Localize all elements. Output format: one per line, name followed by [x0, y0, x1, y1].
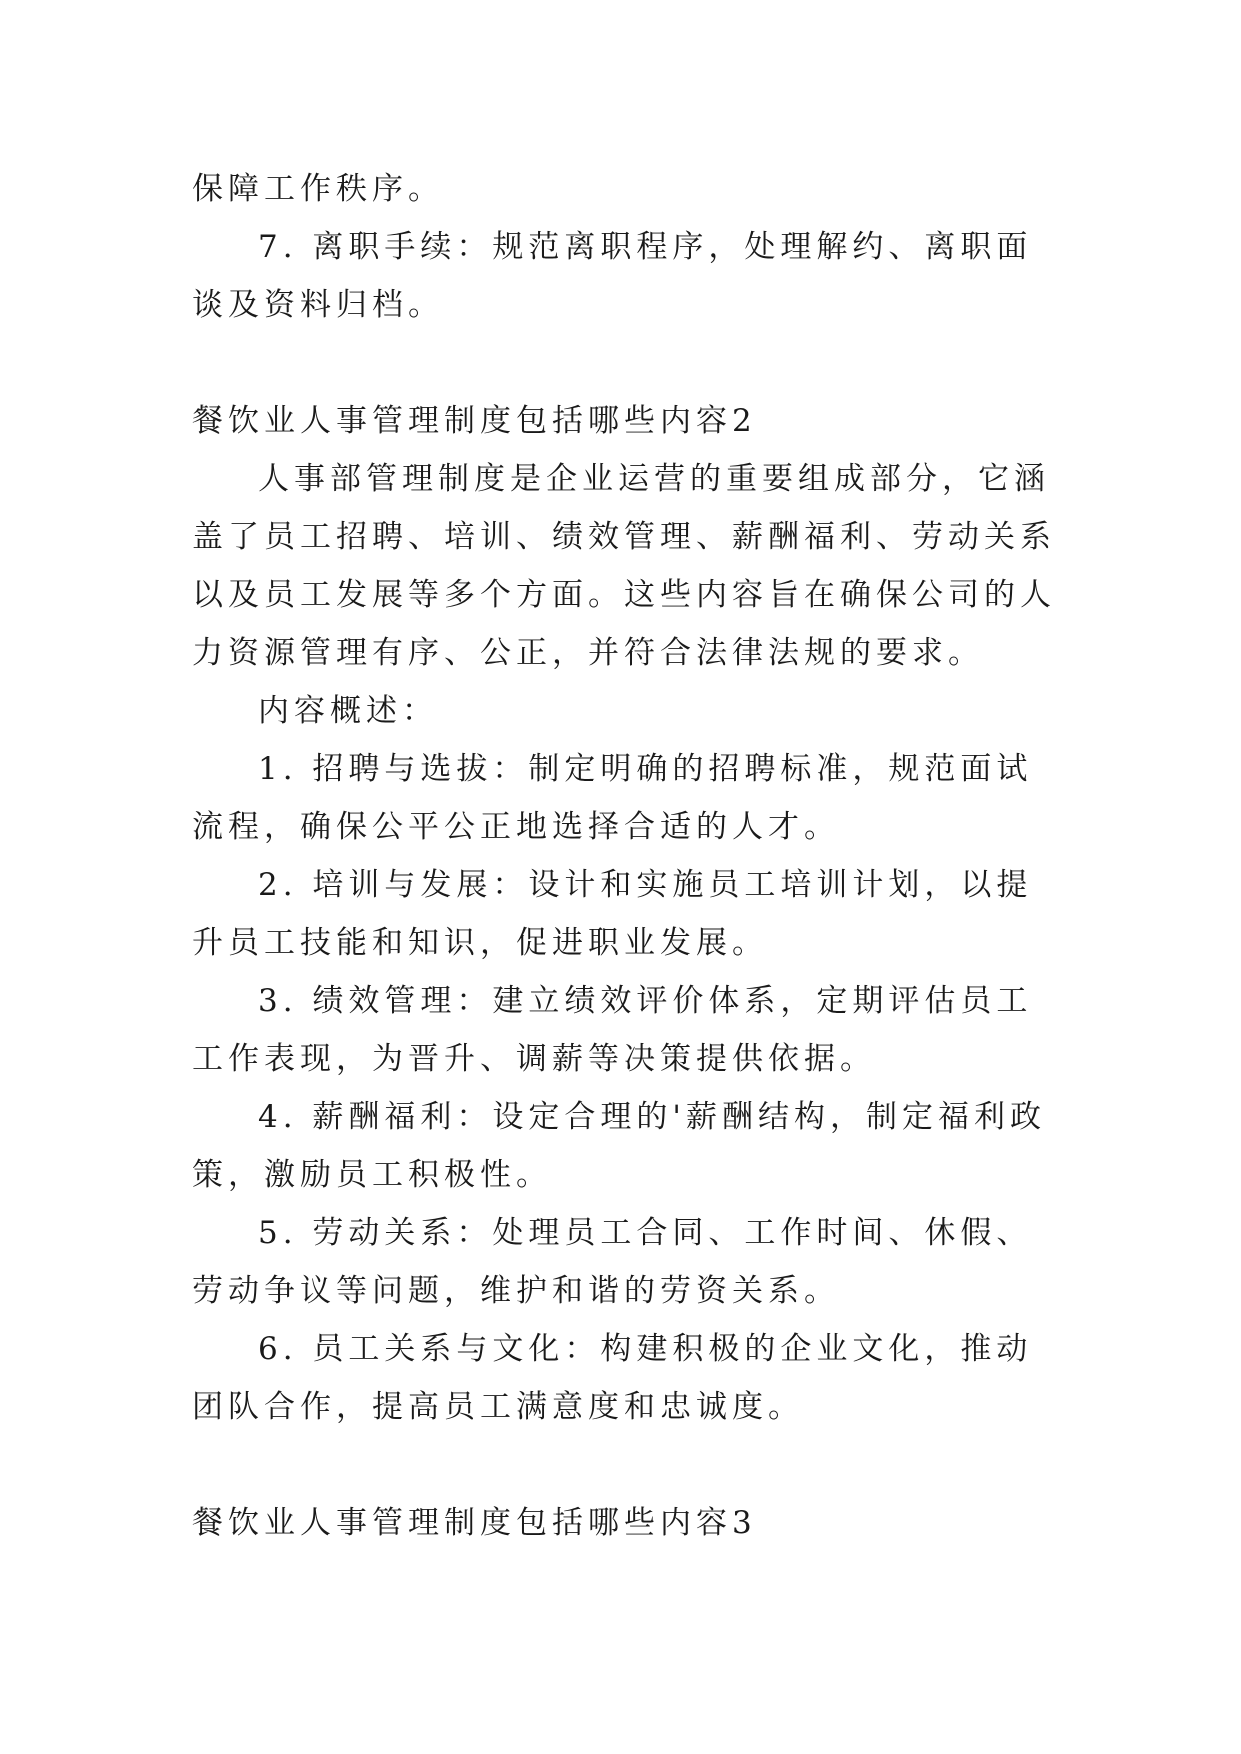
- list-item-performance: 3. 绩效管理：建立绩效评价体系，定期评估员工工作表现，为晋升、调薪等决策提供依据。: [192, 983, 1033, 1077]
- list-item-resignation: 7. 离职手续：规范离职程序，处理解约、离职面谈及资料归档。: [192, 229, 1033, 323]
- section-heading-2: 餐饮业人事管理制度包括哪些内容2: [192, 403, 757, 439]
- list-item-compensation: 4. 薪酬福利：设定合理的'薪酬结构，制定福利政策，激励员工积极性。: [192, 1099, 1046, 1193]
- list-item-labor-relations: 5. 劳动关系：处理员工合同、工作时间、休假、劳动争议等问题，维护和谐的劳资关系。: [192, 1215, 1033, 1309]
- overview-label: 内容概述：: [258, 693, 438, 729]
- section-gap: [192, 334, 1062, 392]
- list-item-training: 2. 培训与发展：设计和实施员工培训计划，以提升员工技能和知识，促进职业发展。: [192, 867, 1033, 961]
- list-item-recruitment: 1. 招聘与选拔：制定明确的招聘标准，规范面试流程，确保公平公正地选择合适的人才。: [192, 751, 1033, 845]
- document-body: [192, 160, 1062, 1552]
- paragraph-continuation: 保障工作秩序。: [192, 171, 444, 207]
- section-gap: [192, 1436, 1062, 1494]
- list-item-employee-culture: 6. 员工关系与文化：构建积极的企业文化，推动团队合作，提高员工满意度和忠诚度。: [192, 1331, 1033, 1425]
- intro-paragraph: 人事部管理制度是企业运营的重要组成部分，它涵盖了员工招聘、培训、绩效管理、薪酬福利、劳动关系以及员工发展等多个方面。这些内容旨在确保公司的人力资源管理有序、公正，并符合法律法规的要求。: [192, 461, 1056, 671]
- section-heading-3: 餐饮业人事管理制度包括哪些内容3: [192, 1505, 757, 1541]
